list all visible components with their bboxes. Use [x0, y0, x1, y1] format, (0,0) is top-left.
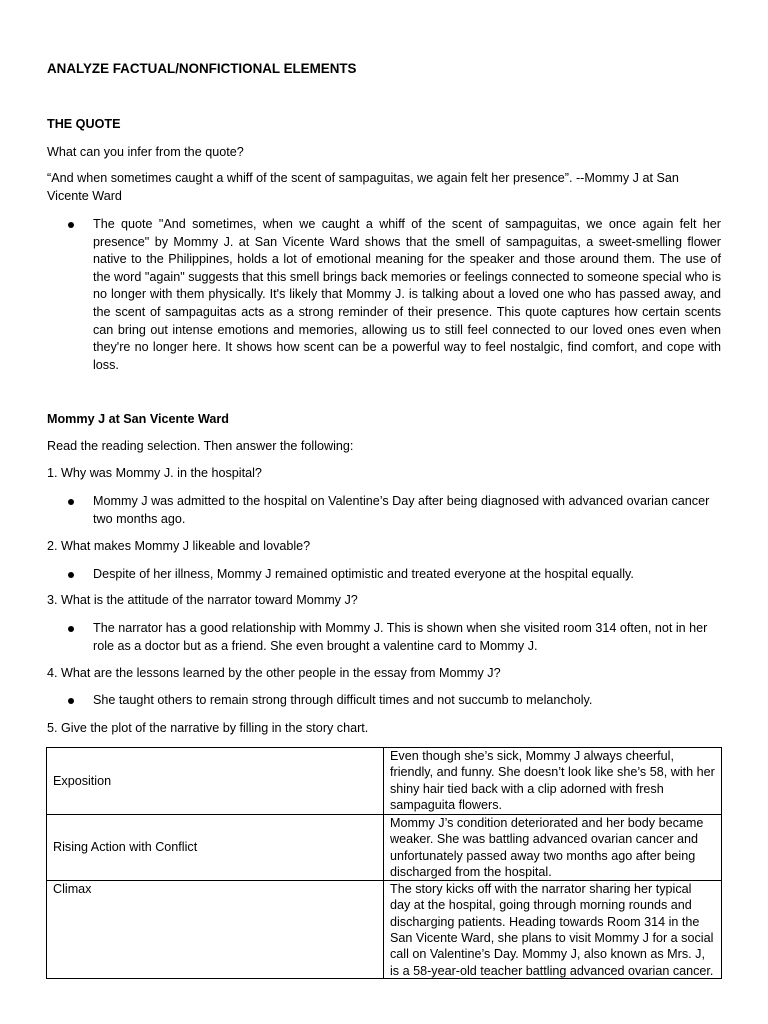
story-chart-label: Rising Action with Conflict — [47, 815, 384, 881]
page-heading: ANALYZE FACTUAL/NONFICTIONAL ELEMENTS — [47, 61, 357, 76]
answer-3: The narrator has a good relationship with Mommy J. This is shown when she visited room 314 often, not in her role as a doctor but as a friend. She even brought a valentine card to Mommy J. — [93, 621, 708, 653]
story-chart-label: Exposition — [47, 748, 384, 815]
chart-prompt: 5. Give the plot of the narrative by filling in the story chart. — [47, 721, 369, 735]
story-chart-table — [46, 747, 722, 979]
question-4: 4. What are the lessons learned by the other people in the essay from Mommy J? — [47, 666, 501, 680]
bullet-dot — [68, 626, 74, 632]
reading-section-title: Mommy J at San Vicente Ward — [47, 412, 229, 426]
quote-section-title: THE QUOTE — [47, 117, 121, 131]
answer-1: Mommy J was admitted to the hospital on Valentine’s Day after being diagnosed with advanced ovarian cancer two months ago. — [93, 494, 710, 526]
story-chart-label: Climax — [47, 881, 384, 979]
story-chart-content: The story kicks off with the narrator sharing her typical day at the hospital, going through morning rounds and discharging patients. Heading towards Room 314 in the San Vicente Ward, she plans to visit Mommy J for a social call on Valentine’s Day. Mommy J, also known as Mrs. J, is a 58-year-old teacher battling advanced ovarian cancer. — [390, 882, 714, 978]
table-row — [47, 881, 722, 979]
story-chart-content: Mommy J’s condition deteriorated and her body became weaker. She was battling advanced ovarian cancer and unfortunately passed away two months ago after being discharged from the hospital. — [384, 815, 722, 881]
table-row — [47, 748, 722, 815]
table-row — [47, 815, 722, 881]
question-1: 1. Why was Mommy J. in the hospital? — [47, 466, 262, 480]
answer-4: She taught others to remain strong through difficult times and not succumb to melancholy. — [93, 693, 593, 707]
bullet-dot — [68, 222, 74, 228]
question-2: 2. What makes Mommy J likeable and lovable? — [47, 539, 311, 553]
quote-text: “And when sometimes caught a whiff of the scent of sampaguitas, we again felt her presence”. --Mommy J at San Vicente Ward — [47, 171, 679, 203]
question-3: 3. What is the attitude of the narrator toward Mommy J? — [47, 593, 358, 607]
story-chart-content: Even though she’s sick, Mommy J always cheerful, friendly, and funny. She doesn’t look like she’s 58, with her shiny hair tied back with a clip adorned with fresh sampaguita flowers. — [384, 748, 722, 815]
bullet-dot — [68, 499, 74, 505]
answer-2: Despite of her illness, Mommy J remained optimistic and treated everyone at the hospital equally. — [93, 567, 634, 581]
reading-instruction: Read the reading selection. Then answer the following: — [47, 439, 354, 453]
bullet-dot — [68, 698, 74, 704]
bullet-dot — [68, 572, 74, 578]
quote-prompt: What can you infer from the quote? — [47, 145, 244, 159]
quote-answer: The quote "And sometimes, when we caught a whiff of the scent of sampaguitas, we once again felt her presence" by Mommy J. at San Vicente Ward shows that the smell of sampaguitas, a sweet-smelling flower native to the Philippines, holds a lot of emotional meaning for the speaker and those around them. The use of the word "again" suggests that this smell brings back memories or feelings connected to someone special who is no longer with them physically. It's likely that Mommy J. is talking about a loved one who has passed away, and the scent of sampaguitas acts as a strong reminder of their presence. This quote captures how certain scents can bring out intense emotions and memories, allowing us to still feel connected to our loved ones even when they're no longer here. It shows how scent can be a powerful way to feel nostalgic, find comfort, and cope with loss. — [93, 217, 721, 372]
